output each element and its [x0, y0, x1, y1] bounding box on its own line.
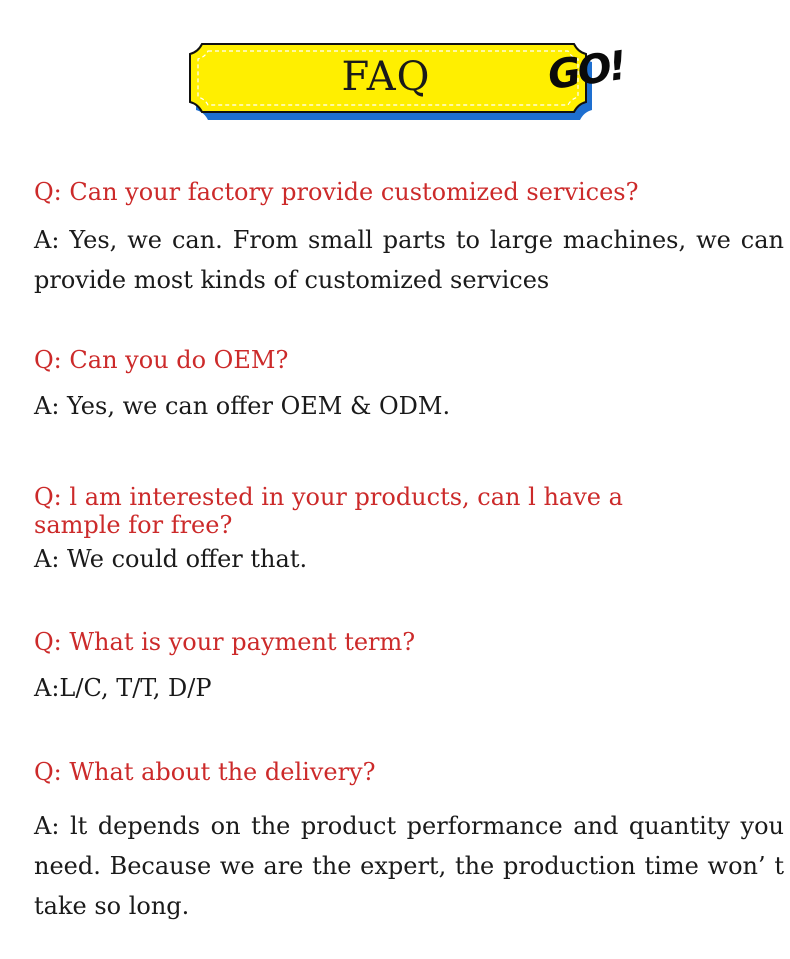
banner-title: FAQ	[341, 54, 431, 100]
faq-banner	[186, 40, 627, 120]
faq-item-1	[34, 178, 784, 300]
faq-item-4	[34, 628, 784, 708]
faq-question: Q: What about the delivery?	[34, 758, 376, 786]
faq-question: Q: What is your payment term?	[34, 628, 416, 656]
faq-item-2	[34, 346, 784, 426]
faq-question: Q: Can you do OEM?	[34, 346, 289, 374]
faq-item-5	[34, 758, 784, 926]
faq-answer: A: We could offer that.	[34, 545, 308, 573]
faq-question: Q: l am interested in your products, can l have a sample for free?	[34, 483, 623, 539]
go-badge: GO!	[545, 42, 627, 100]
faq-answer: A: Yes, we can offer OEM & ODM.	[34, 392, 451, 420]
faq-answer: A: lt depends on the product performance and quantity you need. Because we are the expert, the production time won’ t take so long.	[34, 812, 784, 920]
faq-answer: A: Yes, we can. From small parts to large machines, we can provide most kinds of customized services	[34, 226, 784, 294]
faq-item-3	[34, 483, 654, 579]
faq-question: Q: Can your factory provide customized services?	[34, 178, 639, 206]
faq-answer: A:L/C, T/T, D/P	[34, 674, 212, 702]
